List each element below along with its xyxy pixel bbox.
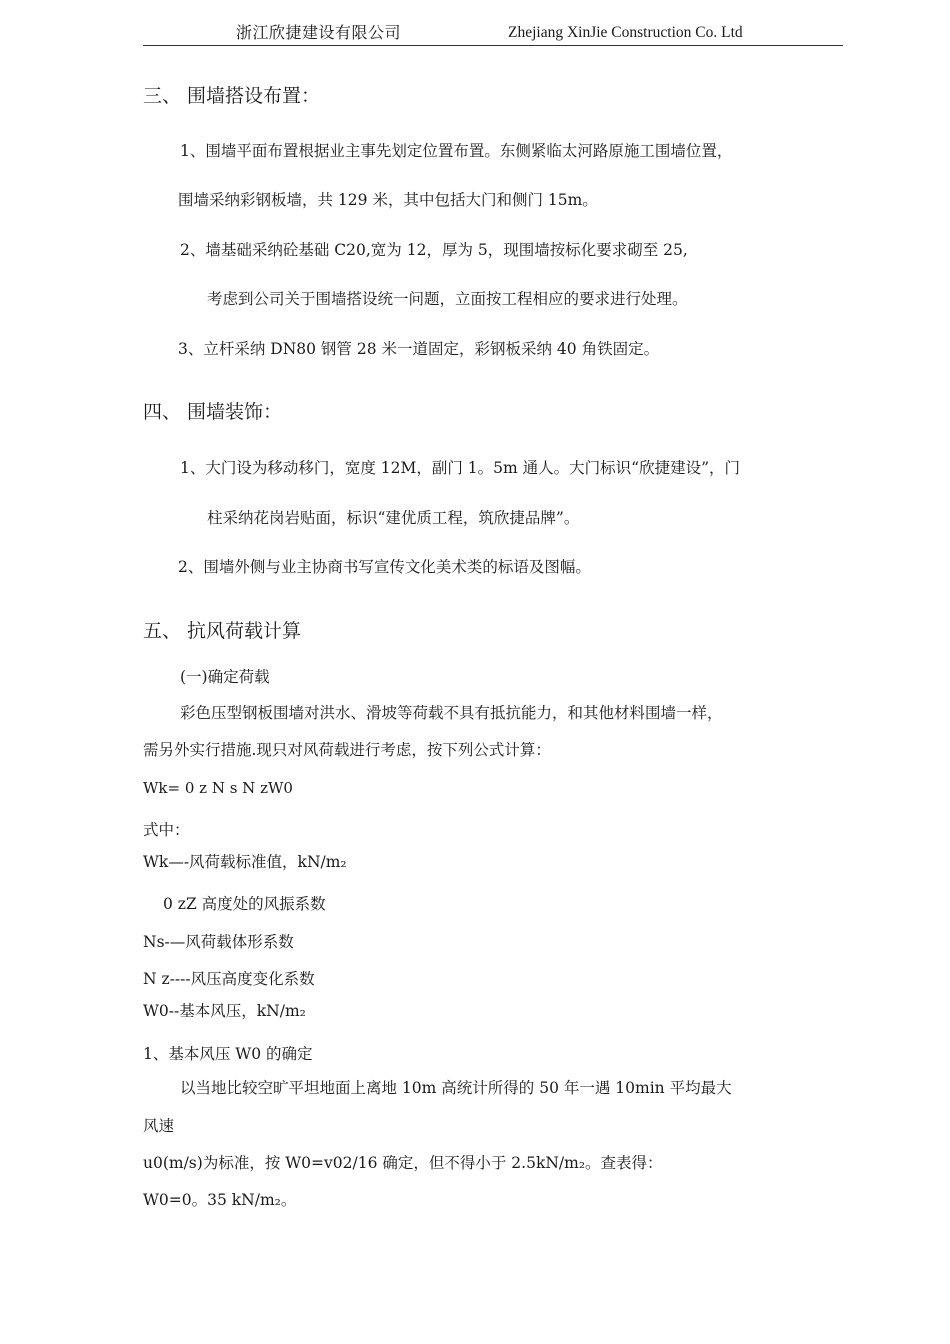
item-1-line-1: 以当地比较空旷平坦地面上离地 10m 高统计所得的 50 年一遇 10min 平均最大 [180, 1079, 732, 1097]
section-4-para-2: 2、围墙外侧与业主协商书写宣传文化美术类的标语及图幅。 [178, 558, 591, 576]
wind-load-formula: Wk= 0 z N s N zW0 [143, 779, 293, 797]
item-1-heading: 1、基本风压 W0 的确定 [143, 1045, 313, 1063]
section-3-para-2-line-1: 2、墙基础采纳砼基础 C20,宽为 12，厚为 5，现围墙按标化要求砌至 25, [180, 241, 688, 259]
definition-wind-vibration: 0 zZ 高度处的风振系数 [163, 895, 326, 913]
definition-ns: Ns-—风荷载体形系数 [143, 933, 294, 951]
definition-wk: Wk—-风荷载标准值，kN/m₂ [143, 853, 347, 871]
section-4-para-1-line-2: 柱采纳花岗岩贴面，标识“建优质工程，筑欣捷品牌”。 [207, 509, 580, 527]
section-5-subheading: (一)确定荷载 [180, 668, 270, 686]
formula-where-label: 式中： [143, 821, 190, 839]
section-3-para-1-line-1: 1、围墙平面布置根据业主事先划定位置布置。东侧紧临太河路原施工围墙位置， [180, 142, 733, 160]
section-5-intro-line-1: 彩色压型钢板围墙对洪水、滑坡等荷载不具有抵抗能力，和其他材料围墙一样， [180, 704, 723, 722]
section-4-heading: 四、 围墙装饰： [143, 401, 283, 423]
section-4-para-1-line-1: 1、大门设为移动移门，宽度 12M，副门 1。5m 通人。大门标识“欣捷建设”，门 [180, 459, 741, 477]
definition-w0: W0--基本风压，kN/m₂ [143, 1002, 306, 1020]
header-divider [143, 45, 843, 46]
section-5-heading: 五、 抗风荷载计算 [143, 620, 302, 642]
header-company-en: Zhejiang XinJie Construction Co. Ltd [508, 24, 743, 41]
section-3-para-1-line-2: 围墙采纳彩钢板墙，共 129 米，其中包括大门和侧门 15m。 [178, 191, 598, 209]
section-3-para-3: 3、立杆采纳 DN80 钢管 28 米一道固定，彩钢板采纳 40 角铁固定。 [178, 340, 660, 358]
section-5-intro-line-2: 需另外实行措施.现只对风荷载进行考虑，按下列公式计算： [143, 741, 551, 759]
section-3-para-2-line-2: 考虑到公司关于围墙搭设统一问题，立面按工程相应的要求进行处理。 [207, 290, 688, 308]
item-1-line-4: W0=0。35 kN/m₂。 [143, 1191, 297, 1209]
section-3-heading: 三、 围墙搭设布置： [143, 85, 321, 107]
definition-nz: N z----风压高度变化系数 [143, 970, 315, 988]
item-1-line-2: 风速 [143, 1117, 175, 1135]
item-1-line-3: u0(m/s)为标准，按 W0=v02/16 确定，但不得小于 2.5kN/m₂。查表得： [143, 1154, 663, 1172]
header-company-cn: 浙江欣捷建设有限公司 [236, 23, 402, 42]
